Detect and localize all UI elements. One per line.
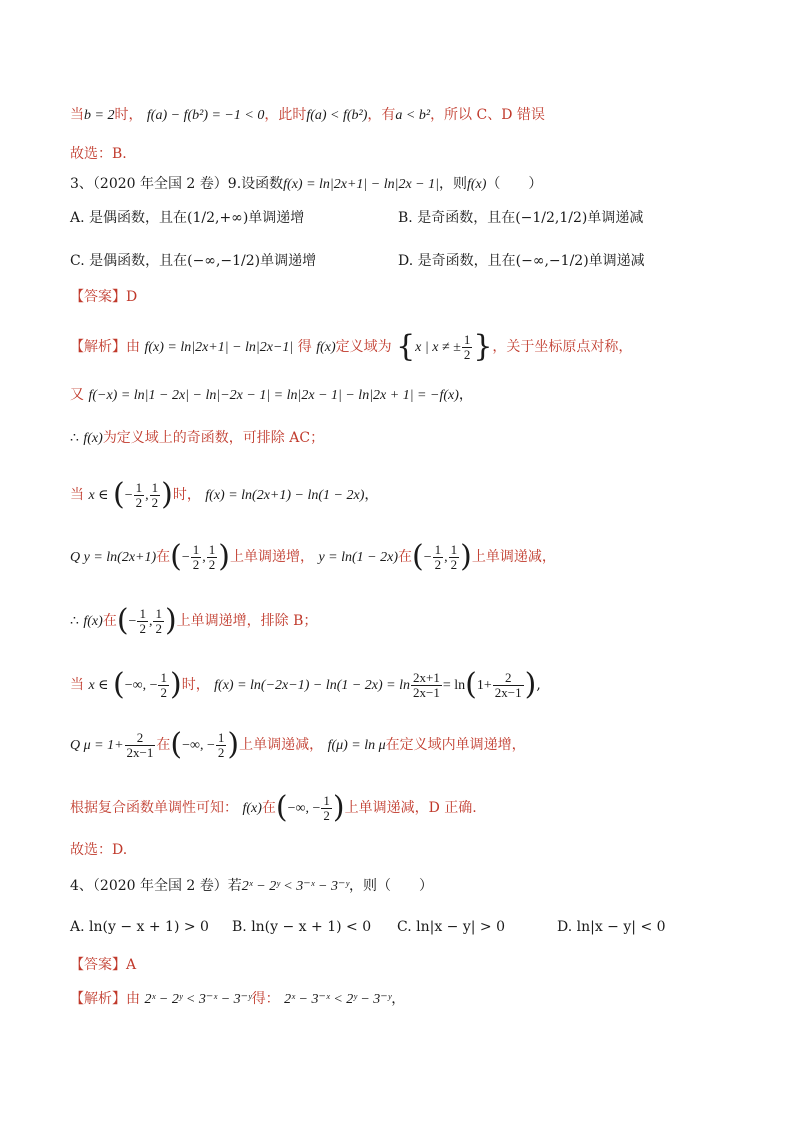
- fraction: $\frac{1}{2}$: [208, 541, 216, 572]
- math-expr: f(x): [83, 431, 103, 446]
- text: 由: [126, 991, 140, 1007]
- math-expr: y = ln(1 − 2x): [318, 550, 398, 565]
- analysis-line-7: [70, 667, 541, 702]
- text: 根据复合函数单调性可知：: [70, 800, 238, 816]
- text: 当: [70, 677, 84, 693]
- math-expr: 2ˣ − 3⁻ˣ < 2ʸ − 3⁻ʸ: [284, 992, 392, 1007]
- paren: (: [170, 727, 183, 762]
- math-expr: f(x) = ln(−2x−1) − ln(1 − 2x) = ln: [214, 678, 411, 693]
- comma: ,: [202, 550, 206, 565]
- text: 时，: [172, 487, 201, 503]
- math-expr: = ln: [442, 678, 466, 693]
- q4-option-b: B. ln(y − x + 1) < 0: [232, 919, 372, 935]
- analysis-line-4: [70, 477, 379, 512]
- text: （ ）: [486, 176, 543, 192]
- fraction: $\frac{1}{2}$: [160, 669, 167, 700]
- math-expr: f(x): [466, 177, 487, 192]
- math-expr: f(x) = ln(2x+1) − ln(1 − 2x): [205, 488, 365, 503]
- math-expr: a < b²: [395, 108, 431, 123]
- text: ，: [458, 387, 473, 403]
- analysis-line-5: [70, 539, 556, 574]
- comma: ,: [148, 614, 153, 629]
- text: 为定义域上的奇函数，可排除 AC；: [102, 430, 325, 446]
- fraction: $\frac{1}{2}$: [192, 541, 200, 572]
- text: 在: [156, 549, 171, 565]
- math-expr: 1+: [476, 678, 492, 693]
- text: ，: [391, 991, 406, 1007]
- analysis-line-1: [70, 329, 633, 364]
- text: 上单调递减，: [239, 737, 324, 753]
- math-expr: −: [124, 488, 133, 503]
- fraction: $\frac{2}{2x-1}$: [494, 669, 522, 700]
- paren: ): [164, 603, 177, 638]
- math-expr: f(x): [83, 614, 103, 629]
- text: 上单调递减，: [471, 549, 556, 565]
- math-expr: −: [128, 614, 137, 629]
- prev-solution-line: [70, 105, 545, 126]
- text: 4、（2020 年全国 2 卷）若: [70, 878, 242, 894]
- fraction: $\frac{1}{2}$: [323, 792, 330, 823]
- text: 在: [398, 549, 412, 565]
- therefore-symbol: ∴: [70, 614, 79, 629]
- brace: }: [473, 329, 493, 364]
- math-expr: −∞, −: [124, 678, 158, 693]
- fraction: $\frac{1}{2}$: [450, 541, 458, 572]
- q3-conclusion: 故选：D.: [70, 842, 128, 858]
- math-expr: f(a) − f(b²) = −1 < 0: [146, 108, 265, 123]
- fraction: $\frac{1}{2}$: [217, 729, 225, 760]
- q4-option-d: D. ln|x − y| < 0: [557, 919, 666, 935]
- fraction: $\frac{1}{2}$: [139, 605, 146, 636]
- analysis-line-2: [70, 385, 473, 406]
- text: 在定义域内单调递增，: [385, 737, 526, 753]
- paren: (: [112, 477, 125, 512]
- answer-label: 【答案】D: [70, 289, 138, 305]
- math-expr: −: [423, 550, 432, 565]
- fraction: $\frac{1}{2}$: [434, 541, 442, 572]
- paren: ): [227, 727, 240, 762]
- comma: ,: [444, 550, 448, 565]
- text: 又: [70, 387, 84, 403]
- math-expr: x ∈: [88, 488, 109, 503]
- math-expr: b = 2: [84, 108, 115, 123]
- math-expr: 2ˣ − 2ʸ < 3⁻ˣ − 3⁻ʸ: [144, 992, 252, 1007]
- text: 时，: [181, 677, 210, 693]
- text: 由: [126, 339, 140, 355]
- text: 得：: [251, 991, 280, 1007]
- fraction: $\frac{1}{2}$: [135, 479, 143, 510]
- comma: ,: [145, 488, 149, 503]
- text: 在: [102, 613, 117, 629]
- text: 上单调递增，排除 B；: [176, 613, 318, 629]
- text: 得: [297, 339, 312, 355]
- text: ，关于坐标原点对称，: [492, 339, 633, 355]
- q4-analysis-line-1: [70, 989, 405, 1010]
- math-expr: f(x) = ln|2x+1| − ln|2x−1|: [144, 340, 294, 355]
- option-c: C. 是偶函数，且在(−∞,−1/2)单调递增: [70, 253, 317, 269]
- math-expr: −: [181, 550, 190, 565]
- math-expr: −∞, −: [287, 801, 321, 816]
- math-expr: f(x): [242, 801, 262, 816]
- text: 在: [156, 737, 171, 753]
- option-a: A. 是偶函数，且在(1/2,+∞)单调递增: [70, 210, 305, 226]
- math-expr: f(x): [316, 340, 336, 355]
- text: ，则（ ）: [348, 878, 433, 894]
- text: 上单调递增，: [230, 549, 314, 565]
- analysis-label: 【解析】: [70, 339, 126, 355]
- text: 时，: [114, 107, 143, 123]
- text: 在: [261, 800, 276, 816]
- paren: (: [412, 539, 424, 574]
- fraction: $\frac{1}{2}$: [151, 479, 159, 510]
- paren: ): [169, 667, 182, 702]
- paren: ): [218, 539, 230, 574]
- option-d: D. 是奇函数，且在(−∞,−1/2)单调递减: [398, 253, 645, 269]
- option-b: B. 是奇函数，且在(−1/2,1/2)单调递减: [398, 210, 644, 226]
- text: ，: [364, 487, 379, 503]
- paren: (: [112, 667, 125, 702]
- math-expr: f(x) = ln|2x+1| − ln|2x − 1|: [283, 177, 439, 192]
- analysis-line-8: [70, 727, 526, 762]
- fraction: $\frac{2}{2x-1}$: [126, 729, 154, 760]
- text: 上单调递减，D 正确.: [344, 800, 477, 816]
- fraction: $\frac{2x+1}{2x-1}$: [413, 669, 440, 700]
- analysis-line-3: [70, 428, 324, 449]
- paren: (: [170, 539, 182, 574]
- paren: ): [332, 790, 345, 825]
- text: ，所以 C、D 错误: [430, 107, 545, 123]
- text: 当: [70, 107, 84, 123]
- analysis-label: 【解析】: [70, 991, 126, 1007]
- paren: ): [460, 539, 472, 574]
- math-expr: x ∈: [88, 678, 109, 693]
- question-4-stem: [70, 876, 433, 897]
- fraction: $\frac{1}{2}$: [463, 331, 471, 362]
- question-3-stem: [70, 174, 542, 195]
- paren: (: [116, 603, 129, 638]
- math-expr: Q y = ln(2x+1): [70, 550, 157, 565]
- text: 当: [70, 487, 84, 503]
- q4-option-c: C. ln|x − y| > 0: [397, 919, 506, 935]
- text: 定义域为: [335, 339, 392, 355]
- paren: (: [465, 667, 477, 702]
- math-expr: Q μ = 1+: [70, 738, 124, 753]
- therefore-symbol: ∴: [70, 431, 79, 446]
- paren: ): [524, 667, 537, 702]
- paren: (: [275, 790, 288, 825]
- q4-answer-label: 【答案】A: [70, 957, 137, 973]
- text: 3、（2020 年全国 2 卷）9.设函数: [70, 176, 284, 192]
- math-expr: f(μ) = ln μ: [327, 738, 386, 753]
- math-expr: x | x ≠ ±: [415, 340, 461, 355]
- math-expr: f(a) < f(b²): [306, 108, 368, 123]
- text: ，有: [367, 107, 396, 123]
- paren: ): [161, 477, 173, 512]
- prev-conclusion: 故选：B.: [70, 146, 127, 162]
- analysis-line-6: [70, 603, 318, 638]
- brace: {: [396, 329, 416, 364]
- comma: ,: [536, 677, 541, 693]
- text: ，则: [438, 176, 467, 192]
- q4-option-a: A. ln(y − x + 1) > 0: [70, 919, 209, 935]
- text: ，此时: [264, 107, 307, 123]
- math-expr: 2ˣ − 2ʸ < 3⁻ˣ − 3⁻ʸ: [241, 879, 349, 894]
- math-expr: f(−x) = ln|1 − 2x| − ln|−2x − 1| = ln|2x − 1| − ln|2x + 1| = −f(x): [88, 388, 459, 403]
- math-expr: −∞, −: [182, 738, 215, 753]
- fraction: $\frac{1}{2}$: [155, 605, 162, 636]
- analysis-line-9: [70, 790, 477, 825]
